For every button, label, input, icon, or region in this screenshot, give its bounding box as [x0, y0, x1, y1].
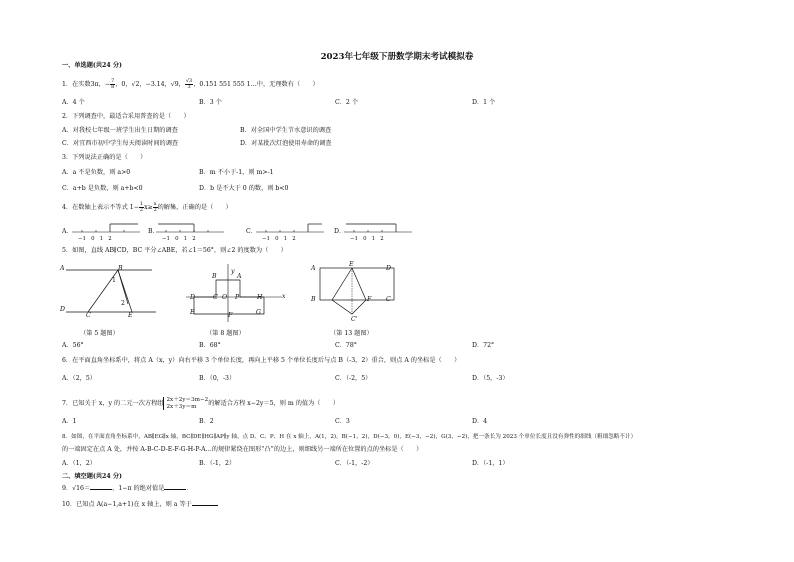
q4-c-tick-labels: −1 0 1 2: [262, 236, 296, 242]
q6-option-b: B．（0，-3）: [199, 375, 236, 382]
question-3-stem: 3．下列说法正确的是（ ）: [62, 154, 147, 161]
question-10: 10．已知点 A(a−1,a+1)在 x 轴上，则 a 等于: [62, 500, 218, 509]
q10-blank: [192, 500, 218, 506]
fig8-label-C: C: [213, 294, 218, 301]
fig5-angle-1: 1: [112, 277, 116, 284]
section-heading-single-choice: 一、单选题(共24 分): [62, 62, 122, 69]
question-6-stem: 6．在平面直角坐标系中，将点 A（x，y）向右平移 3 个单位长度，再向上平移 5 个单位长度后与点 B（-3，2）重合，则点 A 的坐标是（ ）: [62, 357, 461, 364]
question-8-line-2: 的一端固定在点 A 处，并按 A-B-C-D-E-F-G-H-P-A…的规律紧绕在图形“凸”的边上，则细线另一端所在位置的点的坐标是（ ）: [62, 446, 423, 453]
fig5-label-E: E: [128, 312, 133, 319]
fig13-label-E: E: [349, 261, 354, 268]
q4-d-tick-labels: −1 0 1 2: [350, 236, 384, 242]
q9-blank-2: [164, 484, 186, 490]
fig8-caption: （第 8 题图）: [206, 330, 245, 337]
q4-option-b-label: B．: [148, 228, 159, 235]
q5-option-d: D．72°: [472, 342, 495, 349]
fig5-angle-2: 2: [121, 300, 125, 307]
q7-option-d: D．4: [472, 418, 488, 425]
question-4-stem: 4．在数轴上表示不等式 1− $\frac{1}{2}$ x≥ $\frac{x}{2}$ 的解集，正确的是（ ）: [62, 201, 232, 213]
q6-option-d: D．（5，-3）: [472, 375, 509, 382]
q7-option-c: C．3: [335, 418, 350, 425]
q8-option-c: C．（-1，-2）: [335, 460, 374, 467]
q8-option-b: B．（-1，2）: [199, 460, 236, 467]
fig8-label-F: F: [228, 312, 233, 319]
fig5-label-A: A: [60, 265, 65, 272]
fig5-label-D: D: [60, 306, 65, 313]
q5-option-c: C．78°: [335, 342, 357, 349]
fig13-label-C-prime: C': [351, 316, 358, 323]
q4-option-a-label: A．: [62, 228, 73, 235]
fig8-label-A: A: [237, 273, 242, 280]
q8-option-a: A．（1，2）: [62, 460, 96, 467]
question-5-stem: 5．如图，直线 AB∥CD，BC 平分∠ABE，若∠1＝56°，则∠2 的度数为（ ）: [62, 247, 287, 254]
q4-b-tick-labels: −1 0 1 2: [162, 236, 196, 242]
q3-option-a: A．a 不是负数，则 a>0: [62, 169, 131, 176]
fig8-label-B: B: [212, 273, 217, 280]
q6-option-c: C．（-2，5）: [335, 375, 372, 382]
fig8-label-x: x: [282, 293, 286, 300]
fraction-root3-3: $\frac{√3}{3}$: [185, 78, 193, 90]
q6-option-a: A．（2，5）: [62, 375, 96, 382]
q3-option-c: C．a+b 是负数，则 a+b<0: [62, 185, 143, 192]
section-heading-fill-blank: 二、填空题(共24 分): [62, 473, 122, 480]
equation-system: 2x＋2y＝3m−2 2x＋3y＝m: [163, 397, 208, 410]
fig13-label-A: A: [311, 265, 316, 272]
fig8-label-D: D: [190, 294, 195, 301]
q8-option-d: D．（-1，1）: [472, 460, 509, 467]
fig5-label-C: C: [86, 312, 91, 319]
figure-8: [186, 262, 286, 324]
fig8-label-H: H: [257, 294, 263, 301]
question-9: 9．√16＝ ，1−π 的绝对值是 ．: [62, 485, 193, 492]
fig5-caption: （第 5 题图）: [80, 330, 119, 337]
fig8-label-y: y: [231, 268, 235, 275]
question-7-stem: 7．已知关于 x，y 的二元一次方程组 2x＋2y＝3m−2 2x＋3y＝m 的解适合方程 x−2y＝5，则 m 的值为（ ）: [62, 397, 340, 410]
q2-option-a: A．对我校七年级一班学生出生日期的调查: [62, 127, 178, 134]
q3-option-b: B．m 不小于-1，则 m>-1: [199, 169, 274, 176]
question-1-stem: 1．在实数3π，− $\frac{7}{8}$ ，0，√2，−3.14，√9， $\frac{√3}{3}$ ，0.151 551 555 1…中，无理数有（ ）: [62, 78, 319, 90]
q3-option-d: D．b 是不大于 0 的数，则 b<0: [199, 185, 289, 192]
q5-option-a: A．56°: [62, 342, 84, 349]
fig13-label-F: F: [367, 296, 372, 303]
q2-option-c: C．对宜西市初中学生每天阅读时间的调查: [62, 140, 179, 147]
fraction-7-8: $\frac{7}{8}$: [111, 78, 115, 90]
q4-option-c-label: C．: [246, 228, 257, 235]
q2-option-b: B．对全国中学生节水意识的调查: [240, 127, 332, 134]
fig13-label-C: C: [386, 296, 391, 303]
q1-option-a: A．4 个: [62, 99, 85, 106]
q9-blank-1: [90, 484, 112, 490]
fig13-label-B: B: [311, 296, 316, 303]
q1-option-d: D．1 个: [472, 99, 496, 106]
fig8-label-P: P: [235, 294, 240, 301]
fig5-label-B: B: [118, 265, 123, 272]
q1-option-b: B．3 个: [199, 99, 222, 106]
figure-5: [62, 262, 162, 324]
question-2-stem: 2．下列调查中，最适合采用普查的是（ ）: [62, 113, 190, 120]
fig13-caption: （第 13 题图）: [330, 330, 373, 337]
fig8-label-G: G: [256, 309, 261, 316]
q7-option-a: A．1: [62, 418, 77, 425]
question-8-line-1: 8．如图，在平面直角坐标系中，AB∥EG∥x 轴，BC∥DE∥HG∥AP∥y 轴，点 D、C、P、H 在 x 轴上，A(1，2)，B(−1，2)，D(−3，0)，E(−3，−2)，G(3，−2)，把一条长为 2023 个单位长度且没有弹性的细线（粗细忽略不计）: [62, 434, 637, 440]
q2-option-d: D．对某批次灯泡使用寿命的调查: [240, 140, 332, 147]
q4-option-d-label: D．: [334, 228, 346, 235]
fig13-label-D: D: [386, 265, 391, 272]
fig8-label-O: O: [222, 294, 228, 301]
q4-a-tick-labels: −1 0 1 2: [78, 236, 112, 242]
page-title: 2023年七年级下册数学期末考试模拟卷: [320, 52, 474, 62]
q7-option-b: B．2: [199, 418, 214, 425]
q5-option-b: B．68°: [199, 342, 221, 349]
q1-option-c: C．2 个: [335, 99, 359, 106]
fig8-label-E: E: [190, 309, 195, 316]
